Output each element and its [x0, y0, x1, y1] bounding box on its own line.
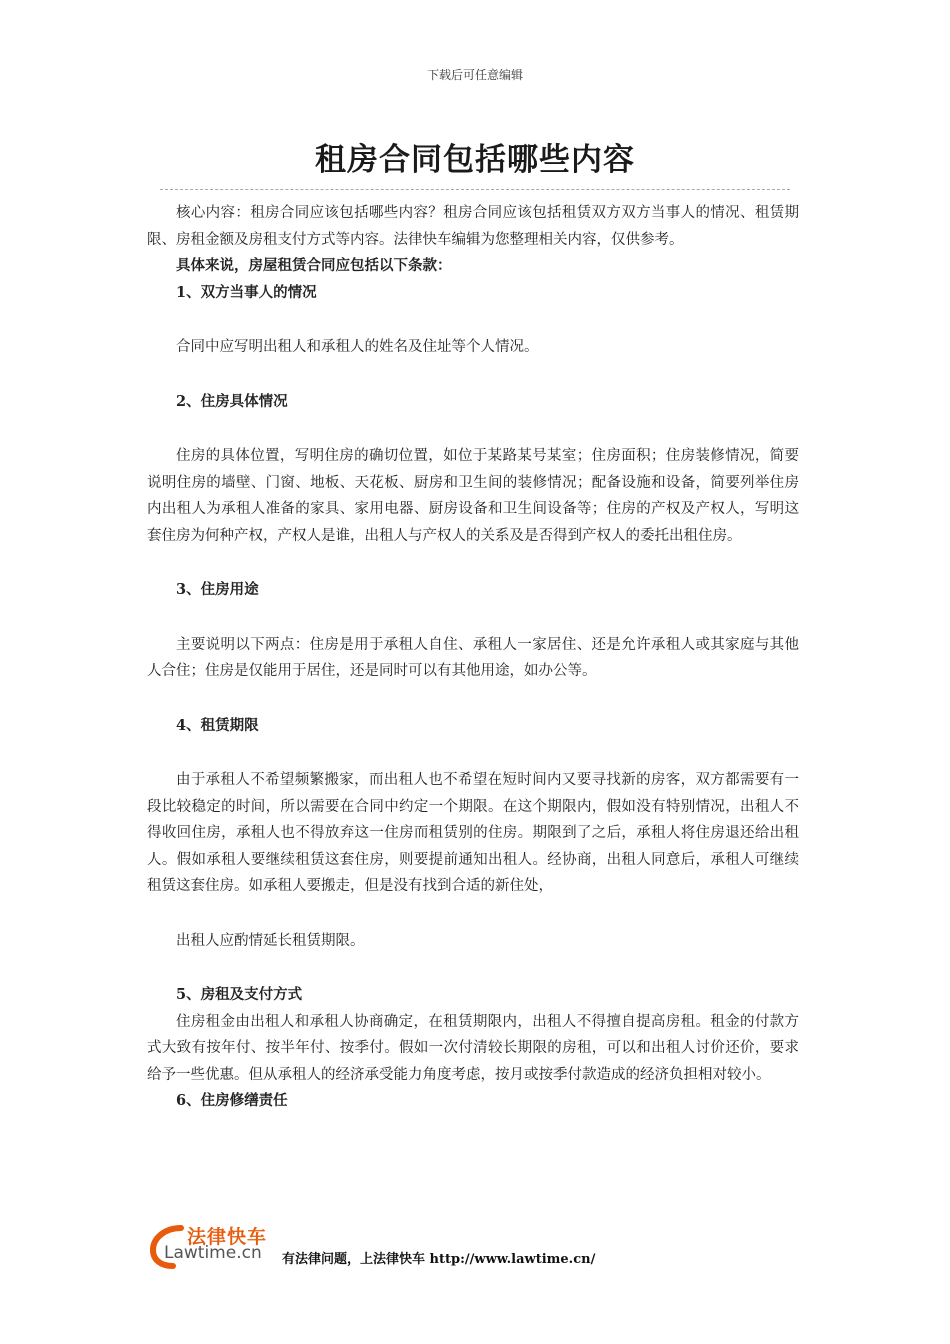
lead-sentence: 具体来说，房屋租赁合同应包括以下条款：	[176, 257, 452, 274]
footer-slogan: 有法律问题，上法律快车 http://www.lawtime.cn/	[282, 1252, 596, 1267]
section-3-heading: 3、住房用途	[176, 581, 259, 598]
header-note: 下载后可任意编辑	[426, 68, 523, 82]
title-divider	[160, 189, 790, 190]
section-2-heading: 2、住房具体情况	[176, 392, 288, 410]
document-body	[147, 200, 799, 1115]
section-5-body: 住房租金由出租人和承租人协商确定，在租赁期限内，出租人不得擅自提高房租。租金的付款方式大致有按年付、按半年付、按季付。假如一次付清较长期限的房租，可以和出租人讨价还价，要求给予一些优惠。但从承租人的经济承受能力角度考虑，按月或按季付款造成的经济负担相对较小。	[147, 1013, 799, 1083]
section-2-body: 住房的具体位置，写明住房的确切位置，如位于某路某号某室；住房面积；住房装修情况，简要说明住房的墙壁、门窗、地板、天花板、厨房和卫生间的装修情况；配备设施和设备，简要列举住房内出租人为承租人准备的家具、家用电器、厨房设备和卫生间设备等；住房的产权及产权人，写明这套住房为何种产权，产权人是谁，出租人与产权人的关系及是否得到产权人的委托出租住房。	[147, 448, 799, 544]
page-title: 租房合同包括哪些内容	[315, 142, 635, 178]
section-1-heading: 1、双方当事人的情况	[176, 283, 317, 301]
section-4-heading: 4、租赁期限	[176, 716, 259, 734]
section-3-body: 主要说明以下两点：住房是用于承租人自住、承租人一家居住、还是允许承租人或其家庭与其他人合住；住房是仅能用于居住，还是同时可以有其他用途，如办公等。	[147, 636, 799, 679]
section-4-body-continued: 出租人应酌情延长租赁期限。	[176, 932, 365, 949]
section-1-body: 合同中应写明出租人和承租人的姓名及住址等个人情况。	[176, 339, 539, 355]
section-5-heading: 5、房租及支付方式	[176, 986, 303, 1003]
page-footer	[147, 1222, 807, 1272]
logo-en-text: Lawtime.cn	[164, 1243, 262, 1263]
intro-paragraph: 核心内容：租房合同应该包括哪些内容？租房合同应该包括租赁双方双方当事人的情况、租赁期限、房租金额及房租支付方式等内容。法律快车编辑为您整理相关内容，仅供参考。	[147, 205, 799, 248]
logo-cn-text: 法律快车	[187, 1226, 268, 1248]
section-4-body: 由于承租人不希望频繁搬家，而出租人也不希望在短时间内又要寻找新的房客，双方都需要有一段比较稳定的时间，所以需要在合同中约定一个期限。在这个期限内，假如没有特别情况，出租人不得收回住房，承租人也不得放弃这一住房而租赁别的住房。期限到了之后，承租人将住房退还给出租人。假如承租人要继续租赁这套住房，则要提前通知出租人。经协商，出租人同意后，承租人可继续租赁这套住房。如承租人要搬走，但是没有找到合适的新住处，	[147, 772, 799, 894]
section-6-heading: 6、住房修缮责任	[176, 1092, 288, 1109]
lawtime-logo[interactable]	[147, 1222, 282, 1270]
